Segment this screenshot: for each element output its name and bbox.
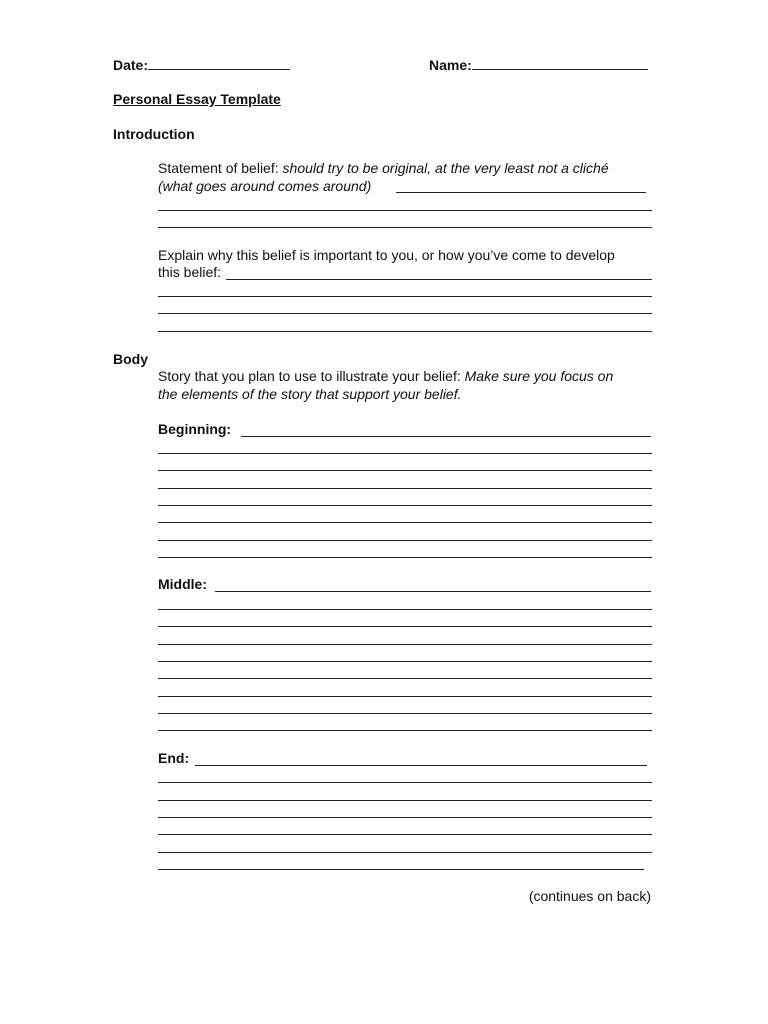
beginning-answer-line[interactable] (158, 488, 652, 489)
beginning-answer-line[interactable] (158, 540, 652, 541)
beginning-answer-line[interactable] (158, 470, 652, 471)
middle-answer-line[interactable] (158, 678, 652, 679)
beginning-answer-line[interactable] (158, 505, 652, 506)
end-answer-line[interactable] (158, 817, 652, 818)
story-hint-2: the elements of the story that support your belief. (158, 386, 462, 402)
introduction-heading: Introduction (113, 126, 195, 142)
middle-answer-line[interactable] (158, 626, 652, 627)
explain-answer-line[interactable] (158, 331, 652, 332)
explain-answer-line[interactable] (158, 313, 652, 314)
body-heading: Body (113, 351, 148, 367)
name-blank-line[interactable] (472, 57, 648, 70)
beginning-answer-line[interactable] (241, 436, 651, 437)
end-answer-line[interactable] (158, 869, 644, 870)
explain-answer-line[interactable] (226, 279, 652, 280)
belief-hint-2: (what goes around comes around) (158, 178, 372, 194)
end-answer-line[interactable] (195, 765, 647, 766)
middle-answer-line[interactable] (158, 609, 652, 610)
continues-note: (continues on back) (528, 888, 651, 904)
end-answer-line[interactable] (158, 800, 652, 801)
explain-prompt-line-1: Explain why this belief is important to you, or how you’ve come to develop (158, 247, 615, 263)
belief-answer-line[interactable] (396, 192, 646, 193)
middle-answer-line[interactable] (215, 591, 651, 592)
beginning-label: Beginning: (158, 421, 232, 437)
belief-prompt-line-1 (158, 160, 609, 177)
story-hint-1: Make sure you focus on (464, 368, 614, 384)
middle-answer-line[interactable] (158, 696, 652, 697)
middle-answer-line[interactable] (158, 730, 652, 731)
name-field[interactable] (429, 57, 648, 74)
beginning-answer-line[interactable] (158, 453, 652, 454)
date-label: Date: (113, 57, 149, 73)
middle-answer-line[interactable] (158, 713, 652, 714)
middle-label: Middle: (158, 576, 207, 592)
middle-answer-line[interactable] (158, 661, 652, 662)
date-field[interactable] (113, 57, 290, 74)
date-blank-line[interactable] (148, 57, 290, 70)
beginning-answer-line[interactable] (158, 557, 652, 558)
end-answer-line[interactable] (158, 834, 652, 835)
explain-answer-line[interactable] (158, 296, 652, 297)
belief-answer-line[interactable] (158, 210, 652, 211)
end-answer-line[interactable] (158, 852, 652, 853)
explain-prompt-line-2: this belief: (158, 264, 222, 280)
page-title: Personal Essay Template (113, 91, 281, 107)
belief-prompt: Statement of belief: (158, 160, 283, 176)
end-label: End: (158, 750, 190, 766)
name-label: Name: (429, 57, 472, 73)
belief-hint-1: should try to be original, at the very least not a cliché (282, 160, 609, 176)
belief-answer-line[interactable] (158, 227, 652, 228)
belief-prompt-line-2 (158, 178, 371, 195)
story-prompt: Story that you plan to use to illustrate your belief: (158, 368, 465, 384)
end-answer-line[interactable] (158, 782, 652, 783)
middle-answer-line[interactable] (158, 644, 652, 645)
story-prompt-line-1 (158, 368, 613, 385)
beginning-answer-line[interactable] (158, 522, 652, 523)
